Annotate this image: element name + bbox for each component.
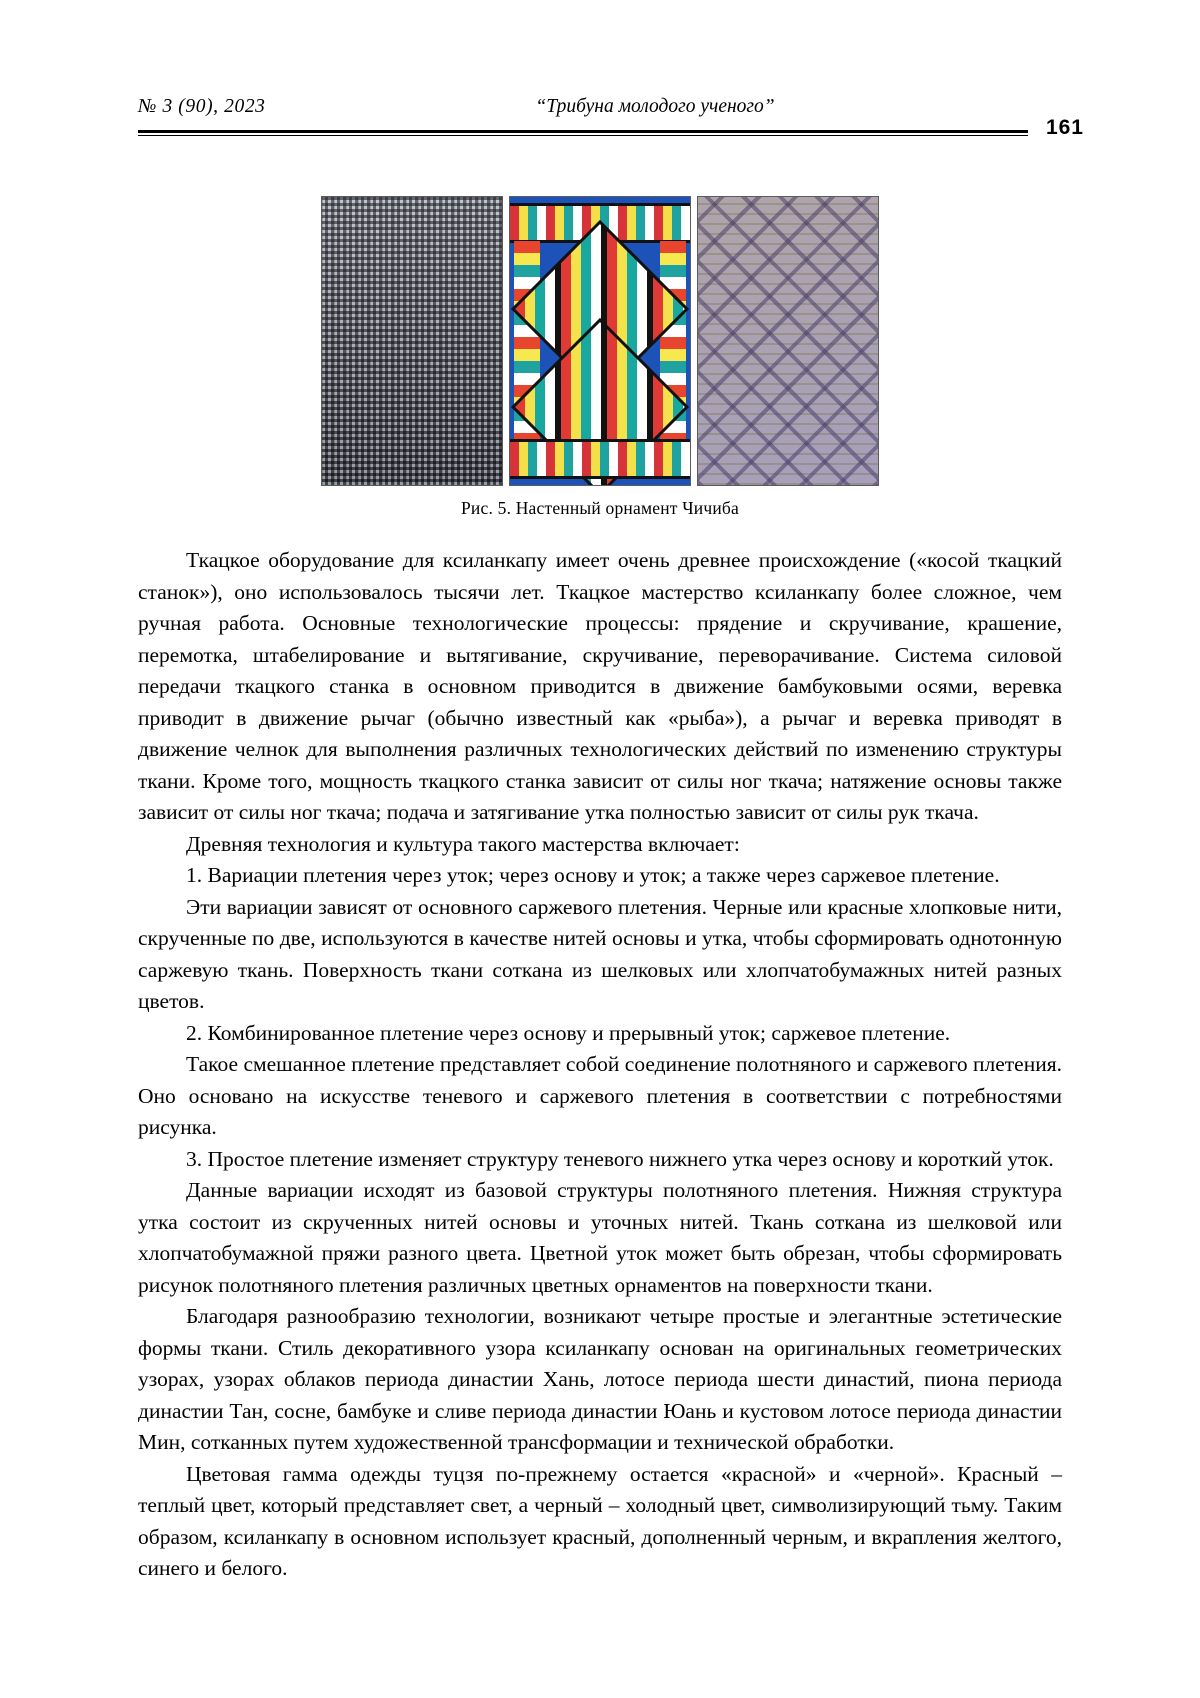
figure-caption: Рис. 5. Настенный орнамент Чичиба: [461, 498, 739, 518]
figure-image-3: [697, 196, 879, 486]
paragraph: 3. Простое плетение изменяет структуру теневого нижнего утка через основу и короткий уток.: [186, 1146, 1054, 1171]
paragraph: Ткацкое оборудование для ксиланкапу имеет очень древнее происхождение («косой ткацкий станок»), оно использовалось тысячи лет. Ткацкое мастерство ксиланкапу более сложное, чем ручная работа. Основные технологические процессы: прядение и скручивание, крашение, перемотка, штабелирование и вытягивание, скручивание, переворачивание. Система силовой передачи ткацкого станка в основном приводится в движение бамбуковыми осями, веревка приводит в движение рычаг (обычно известный как «рыба»), а рычаг и веревка приводят в движение челнок для выполнения различных технологических действий по изменению структуры ткани. Кроме того, мощность ткацкого станка зависит от силы ног ткача; натяжение основы также зависит от силы ног ткача; подача и затягивание утка полностью зависит от силы рук ткача.: [138, 548, 1062, 824]
paragraph: Такое смешанное плетение представляет собой соединение полотняного и саржевого плетения. Оно основано на искусстве теневого и саржевого плетения в соответствии с потребностями рисунка.: [138, 1052, 1062, 1139]
paragraph: 1. Вариации плетения через уток; через основу и уток; а также через саржевое плетение.: [186, 863, 1000, 887]
paragraph: Цветовая гамма одежды туцзя по-прежнему остается «красной» и «черной». Красный – теплый цвет, который представляет свет, а черный – холодный цвет, символизирующий тьму. Таким образом, ксиланкапу в основном использует красный, дополненный черным, и вкрапления желтого, синего и белого.: [138, 1461, 1062, 1580]
issue-label: № 3 (90), 2023: [138, 96, 266, 117]
page-number: 161: [1045, 116, 1084, 139]
page-header: [138, 96, 1084, 139]
page-content: [138, 96, 1084, 1585]
figure-images: [138, 196, 1062, 486]
header-rule-thick: [138, 130, 1028, 133]
paragraph: Эти вариации зависят от основного саржевого плетения. Черные или красные хлопковые нити, скрученные по две, используются в качестве нитей основы и утка, чтобы сформировать однотонную саржевую ткань. Поверхность ткани соткана из шелковых или хлопчатобумажных нитей разных цветов.: [138, 894, 1062, 1013]
ornament-band-bottom: [510, 439, 690, 479]
header-rule: [138, 130, 1028, 136]
figure-image-2: [509, 196, 691, 486]
journal-section-title: “Трибуна молодого ученого”: [535, 96, 775, 117]
figure-image-1: [321, 196, 503, 486]
paragraph: 2. Комбинированное плетение через основу и прерывный уток; саржевое плетение.: [186, 1020, 951, 1045]
paragraph: Данные вариации исходят из базовой структуры полотняного плетения. Нижняя структура утка состоит из скрученных нитей основы и уточных нитей. Ткань соткана из шелковой или хлопчатобумажной пряжи разного цвета. Цветной уток может быть обрезан, чтобы сформировать рисунок полотняного плетения различных цветных орнаментов на поверхности ткани.: [138, 1178, 1062, 1297]
paragraph: Древняя технология и культура такого мастерства включает:: [186, 831, 740, 856]
paragraph: Благодаря разнообразию технологии, возникают четыре простые и элегантные эстетические формы ткани. Стиль декоративного узора ксиланкапу основан на оригинальных геометрических узорах, узорах облаков периода династии Хань, лотосе периода шести династий, пиона периода династии Тан, сосне, бамбуке и сливе периода династии Юань и кустовом лотосе периода династии Мин, сотканных путем художественной трансформации и технической обработки.: [138, 1304, 1062, 1454]
header-rule-thin: [138, 135, 1028, 136]
article-body: [138, 545, 1062, 1585]
